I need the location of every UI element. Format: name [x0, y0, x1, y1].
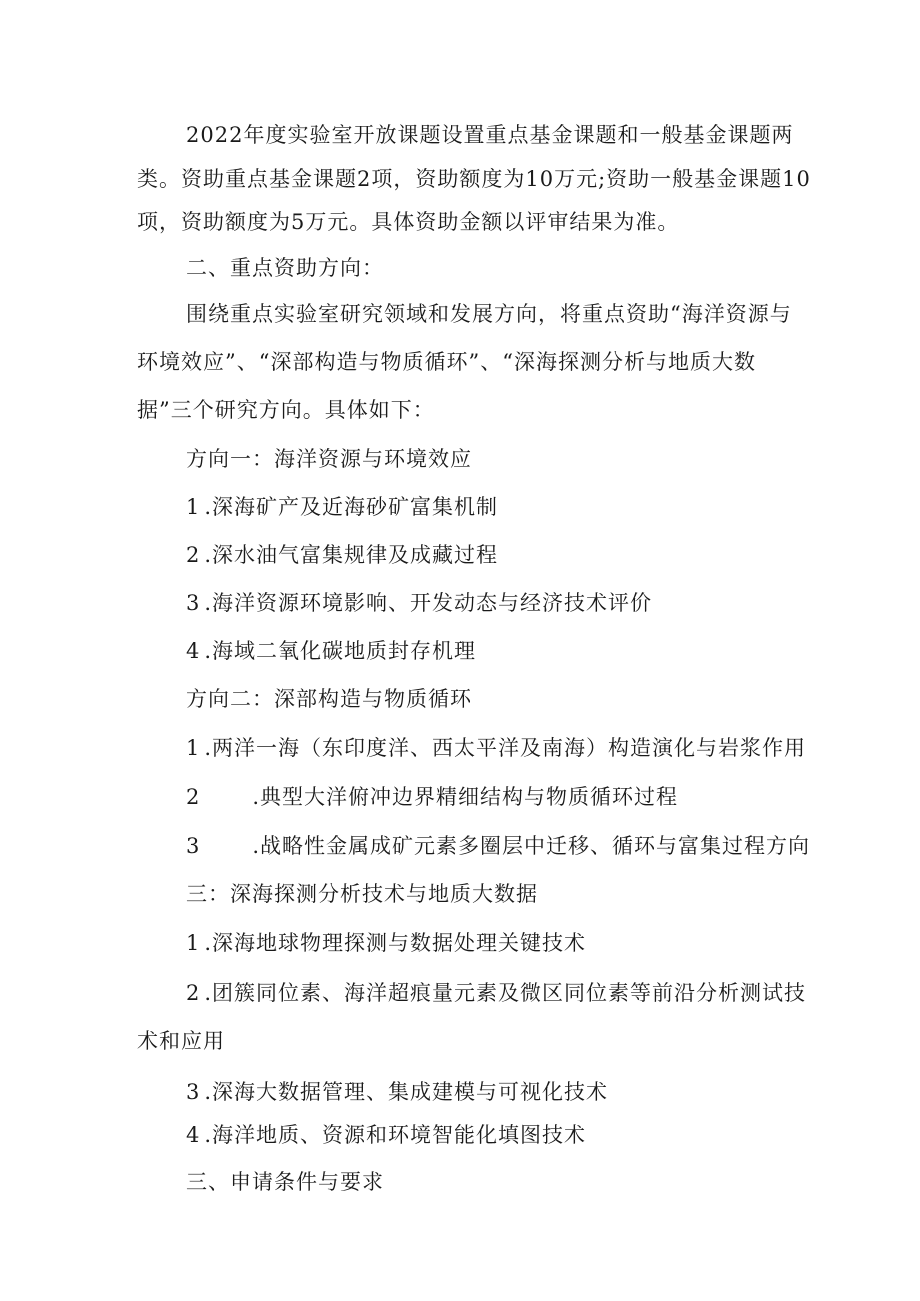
direction-3-item-2	[186, 979, 806, 1007]
heading-key-directions: 二、重点资助方向：	[186, 256, 384, 280]
item-text: .典型大洋俯冲边界精细结构与物质循环过程	[252, 785, 679, 809]
direction-3-title: 三：深海探测分析技术与地质大数据	[186, 882, 538, 906]
item-number: 2	[186, 981, 201, 1005]
paragraph-1-line-2: 类。资助重点基金课题2项，资助额度为10万元;资助一般基金课题10	[137, 167, 811, 191]
direction-1-item-2	[186, 541, 498, 569]
item-text: .海域二氧化碳地质封存机理	[204, 639, 477, 663]
item-number: 3	[186, 834, 201, 858]
direction-1-item-3	[186, 589, 652, 617]
item-text: .团簇同位素、海洋超痕量元素及微区同位素等前沿分析测试技	[204, 981, 807, 1005]
item-text: .深海地球物理探测与数据处理关键技术	[204, 931, 587, 955]
direction-1-item-4	[186, 637, 476, 665]
paragraph-2-line-2: 环境效应”、“深部构造与物质循环”、“深海探测分析与地质大数	[137, 350, 756, 374]
section-3-title: 三、申请条件与要求	[186, 1170, 384, 1194]
direction-2-item-3	[186, 832, 810, 860]
direction-1-item-1	[186, 493, 498, 521]
direction-1-title: 方向一：海洋资源与环境效应	[186, 447, 472, 471]
item-text: .深水油气富集规律及成藏过程	[204, 543, 499, 567]
paragraph-1-line-3: 项，资助额度为5万元。具体资助金额以评审结果为准。	[137, 210, 680, 234]
item-text: .深海大数据管理、集成建模与可视化技术	[204, 1080, 609, 1104]
paragraph-2-line-3: 据”三个研究方向。具体如下：	[137, 398, 435, 422]
item-text: .战略性金属成矿元素多圈层中迁移、循环与富集过程方向	[252, 834, 811, 858]
paragraph-2-line-1: 围绕重点实验室研究领域和发展方向，将重点资助“海洋资源与	[186, 302, 792, 326]
item-text: .海洋地质、资源和环境智能化填图技术	[204, 1123, 587, 1147]
direction-2-title: 方向二：深部构造与物质循环	[186, 687, 472, 711]
item-number: 1	[186, 495, 201, 519]
item-number: 3	[186, 591, 201, 615]
direction-3-item-2-continued: 术和应用	[137, 1029, 225, 1053]
direction-2-item-2	[186, 783, 678, 811]
item-number: 2	[186, 543, 201, 567]
item-number: 1	[186, 736, 201, 760]
item-number: 3	[186, 1080, 201, 1104]
item-text: .海洋资源环境影响、开发动态与经济技术评价	[204, 591, 653, 615]
item-text: .两洋一海（东印度洋、西太平洋及南海）构造演化与岩浆作用	[204, 736, 807, 760]
item-number: 4	[186, 1123, 201, 1147]
item-text: .深海矿产及近海砂矿富集机制	[204, 495, 499, 519]
paragraph-1-line-1: 2022年度实验室开放课题设置重点基金课题和一般基金课题两	[186, 123, 794, 147]
item-number: 1	[186, 931, 201, 955]
item-number: 4	[186, 639, 201, 663]
direction-3-item-4	[186, 1121, 586, 1149]
direction-2-item-1	[186, 734, 806, 762]
direction-3-item-1	[186, 929, 586, 957]
direction-3-item-3	[186, 1078, 608, 1106]
item-number: 2	[186, 785, 201, 809]
